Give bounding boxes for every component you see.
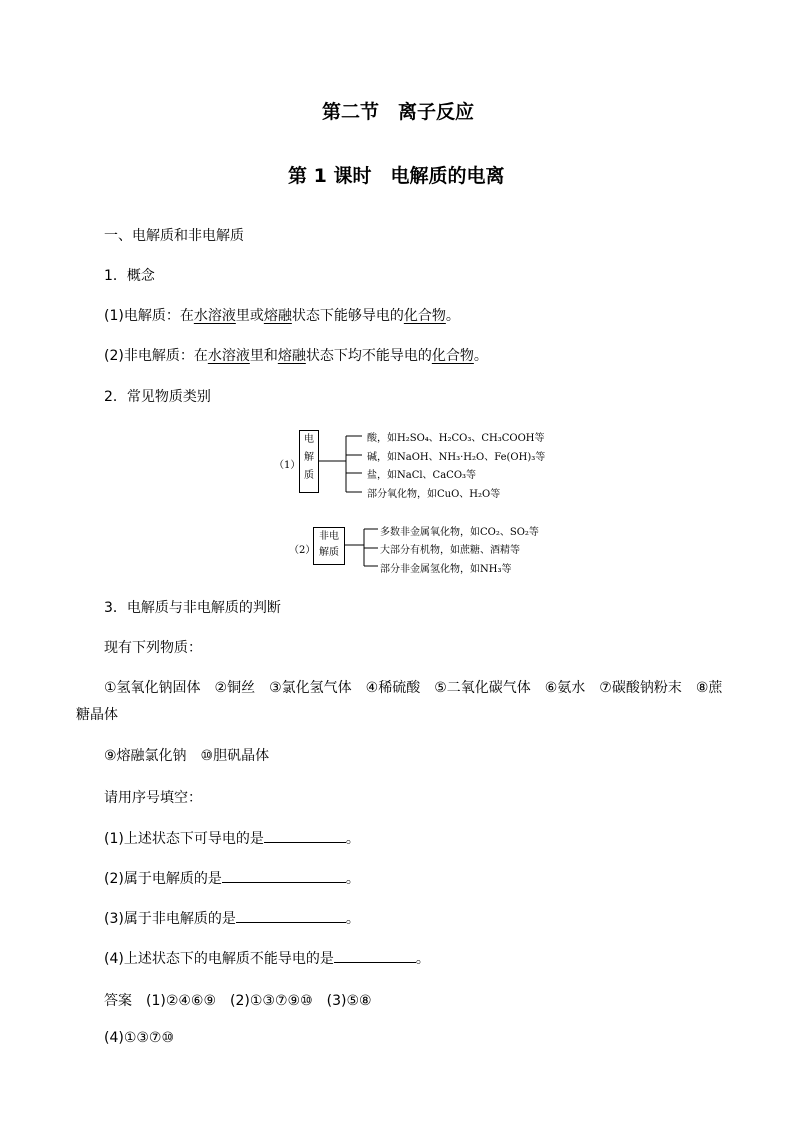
question-2: (2)属于电解质的是 。 <box>104 868 360 888</box>
bracket-lines <box>344 522 384 574</box>
answer-label: 答案 <box>104 993 132 1009</box>
electrolyte-box: 电 解 质 <box>299 430 319 493</box>
concept-heading: 1．概念 <box>104 268 155 284</box>
substance-list-continued: 糖晶体 <box>76 707 118 723</box>
blank-answer: 水溶液 <box>207 348 250 364</box>
blank-answer: 水溶液 <box>193 308 236 324</box>
answer-blank[interactable] <box>334 948 416 963</box>
judgement-heading: 3．电解质与非电解质的判断 <box>104 600 281 616</box>
answer-blank[interactable] <box>264 828 346 843</box>
blank-answer: 化合物 <box>403 308 446 324</box>
question-4: (4)上述状态下的电解质不能导电的是 。 <box>104 948 430 968</box>
answer-values: (1)②④⑥⑨ (2)①③⑦⑨⑩ (3)⑤⑧ <box>146 993 372 1009</box>
question-3: (3)属于非电解质的是 。 <box>104 908 360 928</box>
substance-list-2: ⑨熔融氯化钠 ⑩胆矾晶体 <box>104 748 270 764</box>
electrolyte-definition: (1)电解质：在水溶液里或熔融状态下能够导电的化合物。 <box>104 308 460 324</box>
lesson-subtitle: 第 1 课时 电解质的电离 <box>288 165 505 187</box>
blank-answer: 熔融 <box>263 308 292 324</box>
substance-list: ①氢氧化钠固体 ②铜丝 ③氯化氢气体 ④稀硫酸 ⑤二氧化碳气体 ⑥氨水 ⑦碳酸钠粉末 ⑧蔗 <box>104 680 723 696</box>
category-item: 酸，如H₂SO₄、H₂CO₃、CH₃COOH等 <box>367 433 545 444</box>
category-item: 盐，如NaCl、CaCO₃等 <box>367 470 477 481</box>
group-number: （2） <box>289 545 316 556</box>
answer-line <box>104 990 372 1010</box>
blank-answer: 熔融 <box>277 348 306 364</box>
category-item: 部分非金属氢化物，如NH₃等 <box>380 564 512 575</box>
answer-line-2: (4)①③⑦⑩ <box>104 1030 175 1046</box>
intro-text: 现有下列物质： <box>104 640 202 656</box>
bracket-lines <box>318 428 370 500</box>
nonelectrolyte-box: 非电 解质 <box>313 527 345 565</box>
question-1: (1)上述状态下可导电的是 。 <box>104 828 360 848</box>
category-item: 部分氧化物，如CuO、H₂O等 <box>367 489 501 500</box>
answer-blank[interactable] <box>222 868 346 883</box>
section-heading: 一、电解质和非电解质 <box>104 228 244 244</box>
nonelectrolyte-definition: (2)非电解质：在水溶液里和熔融状态下均不能导电的化合物。 <box>104 348 488 364</box>
answer-blank[interactable] <box>236 908 346 923</box>
category-item: 碱，如NaOH、NH₃·H₂O、Fe(OH)₃等 <box>367 452 546 463</box>
page-title: 第二节 离子反应 <box>322 101 475 123</box>
blank-answer: 化合物 <box>431 348 474 364</box>
instruction-text: 请用序号填空： <box>104 790 202 806</box>
category-item: 大部分有机物，如蔗糖、酒精等 <box>380 545 520 556</box>
categories-heading: 2．常见物质类别 <box>104 389 211 405</box>
category-item: 多数非金属氧化物，如CO₂、SO₂等 <box>380 527 539 538</box>
group-number: （1） <box>274 460 301 471</box>
